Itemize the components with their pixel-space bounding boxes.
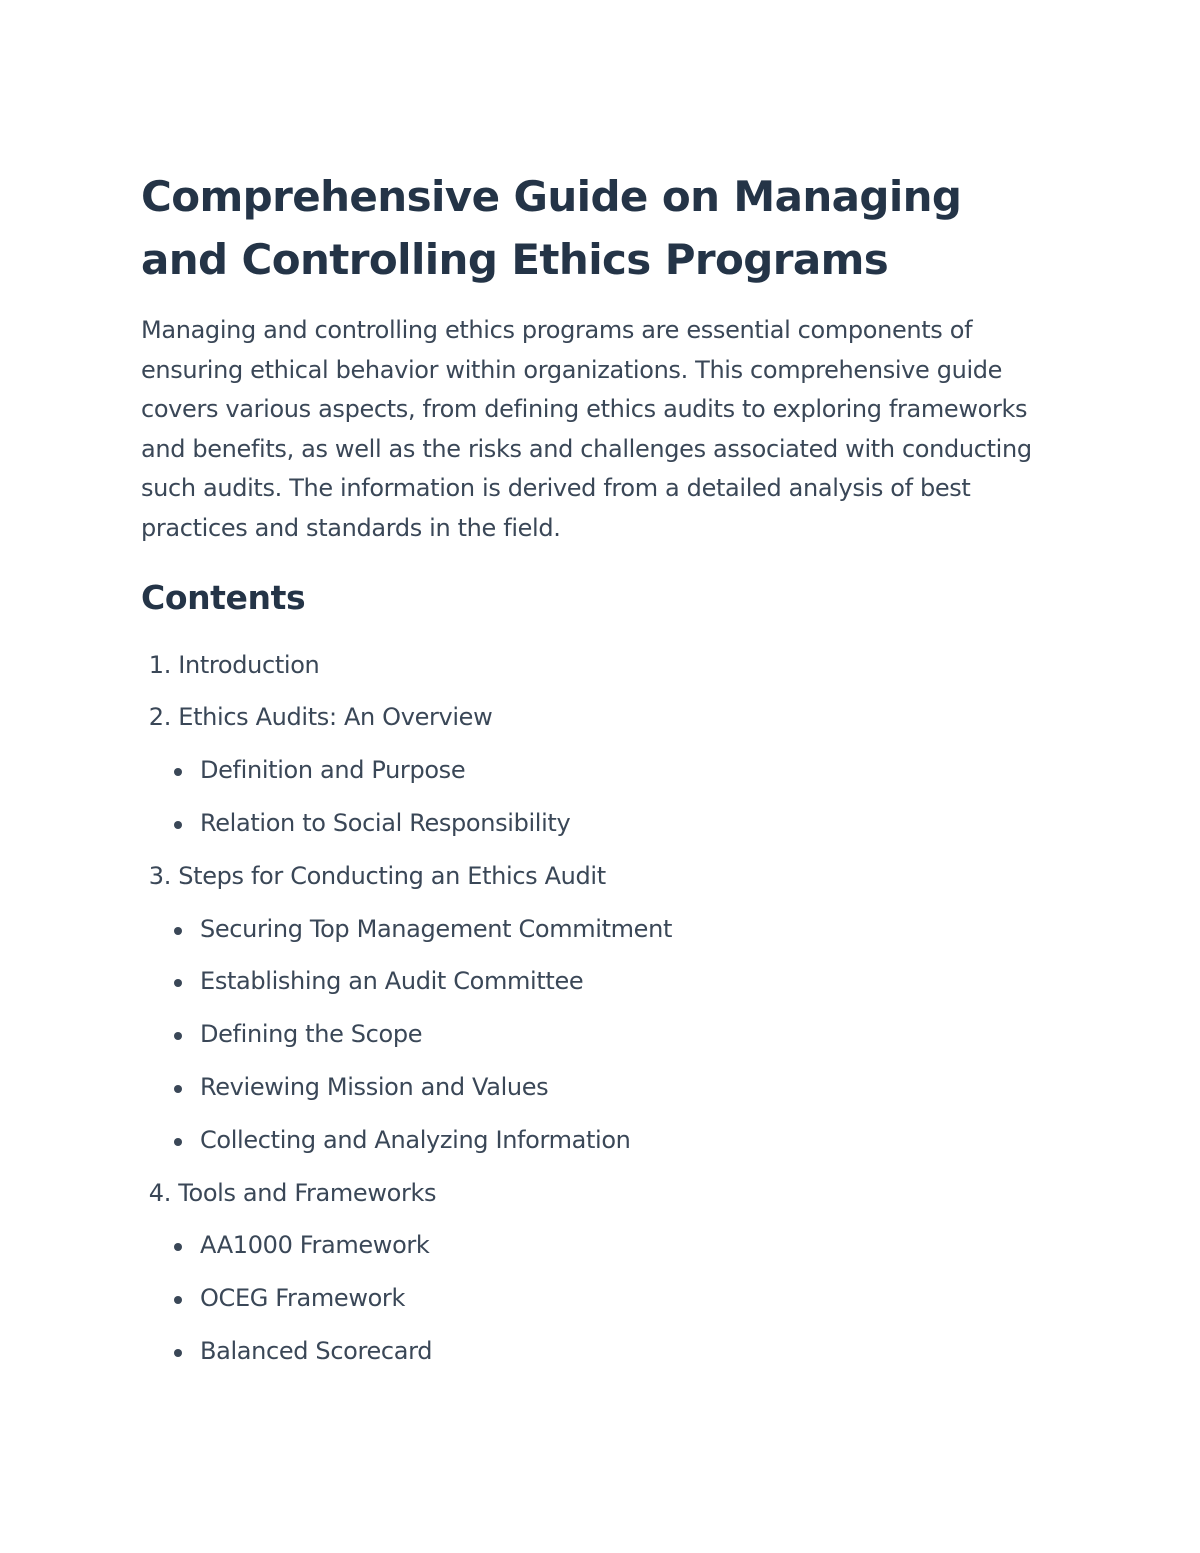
table-of-contents — [141, 639, 1061, 1378]
toc-subitem — [171, 1272, 1061, 1325]
toc-subitem — [171, 1061, 1061, 1114]
toc-subitem-label: OCEG Framework — [200, 1284, 405, 1313]
toc-subitem-label: Collecting and Analyzing Information — [200, 1125, 631, 1154]
toc-subitem — [171, 1008, 1061, 1061]
toc-subitem-label: Defining the Scope — [200, 1020, 423, 1049]
toc-sublist — [141, 744, 1061, 850]
toc-sublist — [141, 903, 1061, 1167]
toc-subitem-label: Securing Top Management Commitment — [200, 914, 673, 943]
bullet-icon — [174, 1349, 182, 1357]
toc-label: Tools and Frameworks — [178, 1178, 437, 1207]
toc-subitem — [171, 744, 1061, 797]
toc-subitem-label: Relation to Social Responsibility — [200, 808, 571, 837]
bullet-icon — [174, 1296, 182, 1304]
toc-number: 4. — [148, 1178, 171, 1207]
toc-subitem — [171, 1325, 1061, 1378]
toc-item-introduction — [141, 639, 1061, 692]
intro-paragraph: Managing and controlling ethics programs are essential components of ensuring ethical behavior within organizations. This comprehensive guide covers various aspects, from defining ethics audits to exploring frameworks and benefits, as well as the risks and challenges associated with conducting such audits. The information is derived from a detailed analysis of best practices and standards in the field. — [141, 316, 1032, 542]
document-title: Comprehensive Guide on Managing and Controlling Ethics Programs — [141, 172, 962, 284]
bullet-icon — [174, 1243, 182, 1251]
toc-subitem — [171, 955, 1061, 1008]
bullet-icon — [174, 1032, 182, 1040]
toc-subitem-label: AA1000 Framework — [200, 1231, 430, 1260]
toc-subitem — [171, 1114, 1061, 1167]
toc-label: Ethics Audits: An Overview — [178, 703, 493, 732]
toc-subitem — [171, 1219, 1061, 1272]
toc-subitem-label: Balanced Scorecard — [200, 1336, 433, 1365]
bullet-icon — [174, 927, 182, 935]
bullet-icon — [174, 979, 182, 987]
document-page — [141, 165, 1061, 1378]
toc-subitem — [171, 903, 1061, 956]
toc-item-steps — [141, 850, 1061, 1167]
toc-label: Introduction — [178, 650, 320, 679]
toc-item-tools-frameworks — [141, 1167, 1061, 1378]
toc-number: 3. — [148, 861, 171, 890]
toc-subitem-label: Definition and Purpose — [200, 756, 466, 785]
bullet-icon — [174, 821, 182, 829]
bullet-icon — [174, 1085, 182, 1093]
toc-subitem — [171, 797, 1061, 850]
toc-subitem-label: Establishing an Audit Committee — [200, 967, 584, 996]
toc-sublist — [141, 1219, 1061, 1377]
toc-subitem-label: Reviewing Mission and Values — [200, 1072, 549, 1101]
toc-label: Steps for Conducting an Ethics Audit — [178, 861, 606, 890]
bullet-icon — [174, 1138, 182, 1146]
toc-number: 1. — [148, 650, 171, 679]
bullet-icon — [174, 768, 182, 776]
toc-number: 2. — [148, 703, 171, 732]
toc-item-ethics-audits-overview — [141, 691, 1061, 849]
contents-heading: Contents — [141, 577, 306, 617]
